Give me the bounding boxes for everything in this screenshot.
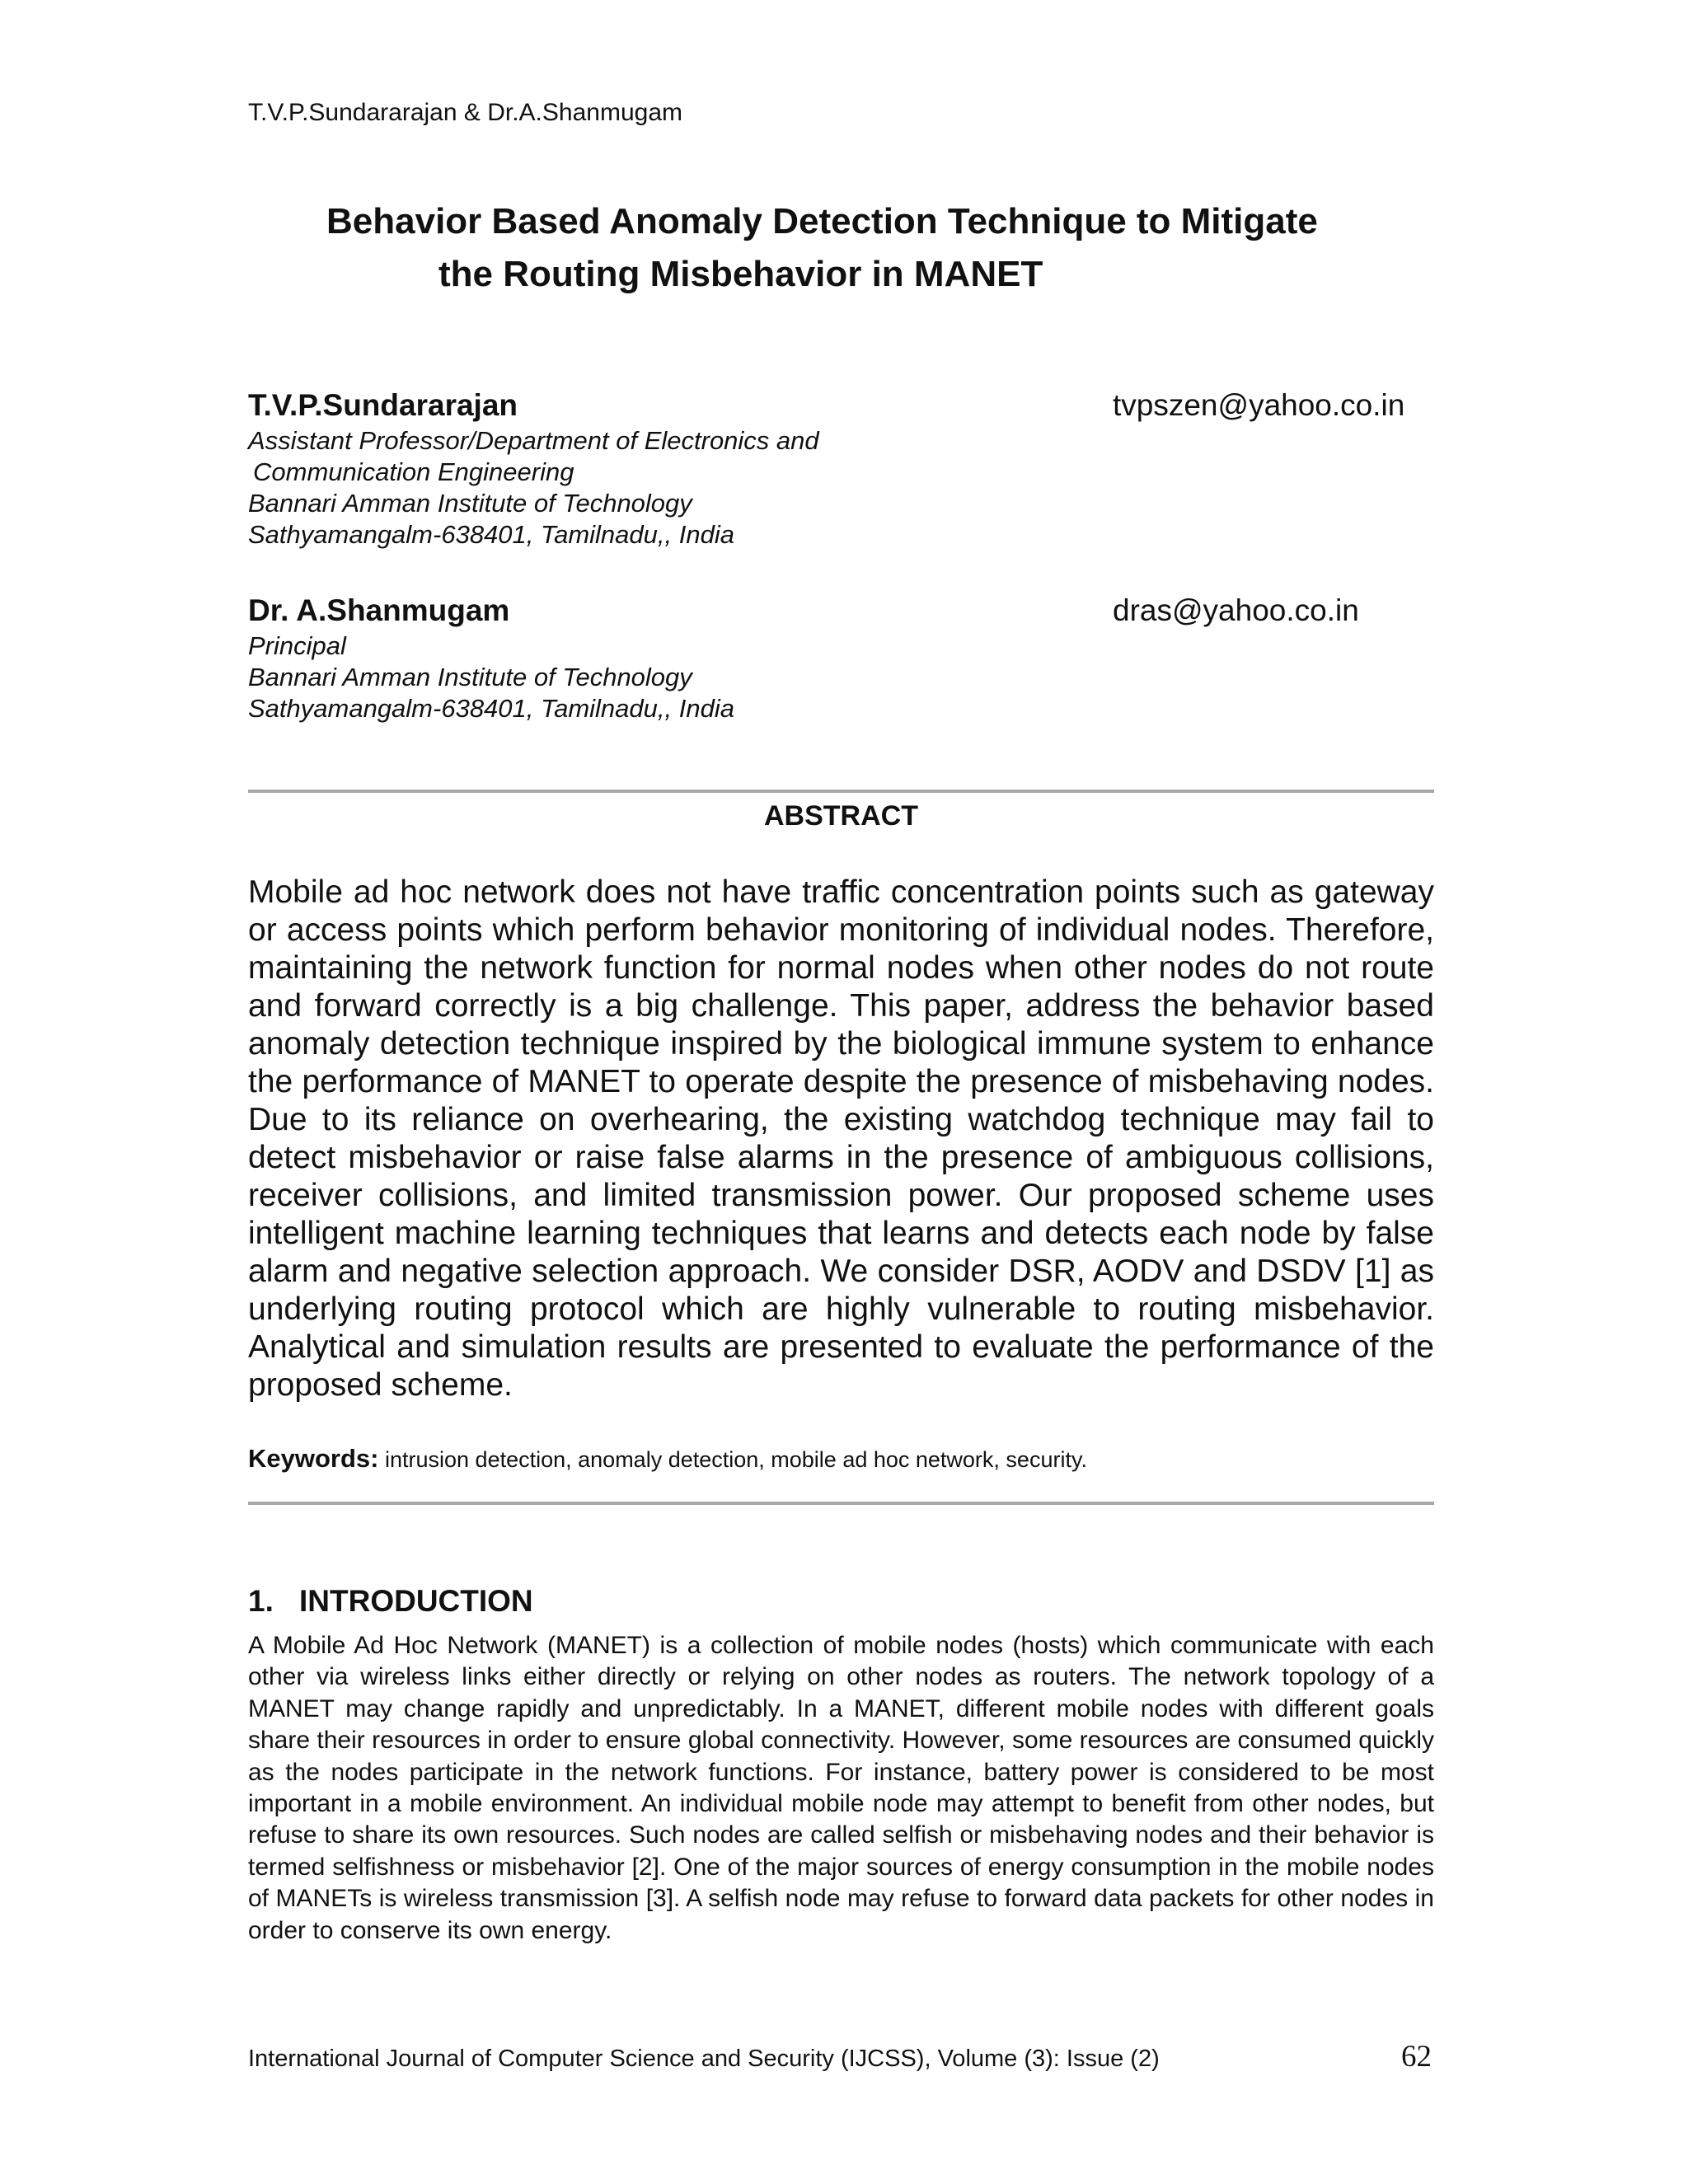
section-title: INTRODUCTION (299, 1584, 533, 1618)
abstract-top-rule (248, 790, 1434, 793)
affiliation-line: Bannari Amman Institute of Technology (248, 663, 692, 691)
keywords-text: intrusion detection, anomaly detection, mobile ad hoc network, security. (385, 1447, 1087, 1472)
page-number: 62 (1401, 2040, 1432, 2074)
section-heading (248, 1584, 533, 1619)
keywords (248, 1444, 1434, 1474)
footer-journal: International Journal of Computer Science and Security (IJCSS), Volume (3): Issue (2) (248, 2046, 1160, 2072)
affiliation-line: Sathyamangalm-638401, Tamilnadu,, India (248, 694, 734, 723)
author-name: T.V.P.Sundararajan (248, 388, 518, 422)
affiliation-line: Assistant Professor/Department of Electronics and (248, 426, 819, 455)
keywords-label: Keywords: (248, 1444, 379, 1473)
author-name: Dr. A.Shanmugam (248, 593, 510, 627)
section-number: 1. (248, 1584, 274, 1618)
paper-title-line-1: Behavior Based Anomaly Detection Technique to Mitigate (326, 201, 1318, 241)
author-affiliation (248, 425, 1435, 551)
paper-title (247, 195, 1434, 301)
affiliation-line: Communication Engineering (253, 457, 574, 486)
affiliation-line: Sathyamangalm-638401, Tamilnadu,, India (248, 520, 734, 549)
running-head: T.V.P.Sundararajan & Dr.A.Shanmugam (248, 99, 682, 126)
author-affiliation (248, 630, 1435, 724)
affiliation-line: Bannari Amman Institute of Technology (248, 489, 692, 518)
author-block-2: Dr. A.Shanmugam dras@yahoo.co.in Principal Bannari Amman Institute of Technology Sathyamangalm-638401, Tamilnadu,, India (248, 591, 1435, 724)
affiliation-line: Principal (248, 631, 346, 660)
author-block-1: T.V.P.Sundararajan tvpszen@yahoo.co.in Assistant Professor/Department of Electronics and Communication Engineering Bannari Amman Institute of Technology Sathyamangalm-638401, Tamilnadu,, India (248, 386, 1435, 551)
introduction-body: A Mobile Ad Hoc Network (MANET) is a collection of mobile nodes (hosts) which communicate with each other via wireless links either directly or relying on other nodes as routers. The network topology of a MANET may change rapidly and unpredictably. In a MANET, different mobile nodes with different goals share their resources in order to ensure global connectivity. However, some resources are consumed quickly as the nodes participate in the network functions. For instance, battery power is considered to be most important in a mobile environment. An individual mobile node may attempt to benefit from other nodes, but refuse to share its own resources. Such nodes are called selfish or misbehaving nodes and their behavior is termed selfishness or misbehavior [2]. One of the major sources of energy consumption in the mobile nodes of MANETs is wireless transmission [3]. A selfish node may refuse to forward data packets for other nodes in order to conserve its own energy. (248, 1632, 1434, 1944)
abstract-heading: ABSTRACT (764, 800, 918, 832)
abstract-bottom-rule (248, 1502, 1434, 1505)
paper-title-line-2: the Routing Misbehavior in MANET (438, 254, 1043, 294)
abstract-body: Mobile ad hoc network does not have traffic concentration points such as gateway or access points which perform behavior monitoring of individual nodes. Therefore, maintaining the network function for normal nodes when other nodes do not route and forward correctly is a big challenge. This paper, address the behavior based anomaly detection technique inspired by the biological immune system to enhance the performance of MANET to operate despite the presence of misbehaving nodes. Due to its reliance on overhearing, the existing watchdog technique may fail to detect misbehavior or raise false alarms in the presence of ambiguous collisions, receiver collisions, and limited transmission power. Our proposed scheme uses intelligent machine learning techniques that learns and detects each node by false alarm and negative selection approach. We consider DSR, AODV and DSDV [1] as underlying routing protocol which are highly vulnerable to routing misbehavior. Analytical and simulation results are presented to evaluate the performance of the proposed scheme. (248, 874, 1434, 1403)
